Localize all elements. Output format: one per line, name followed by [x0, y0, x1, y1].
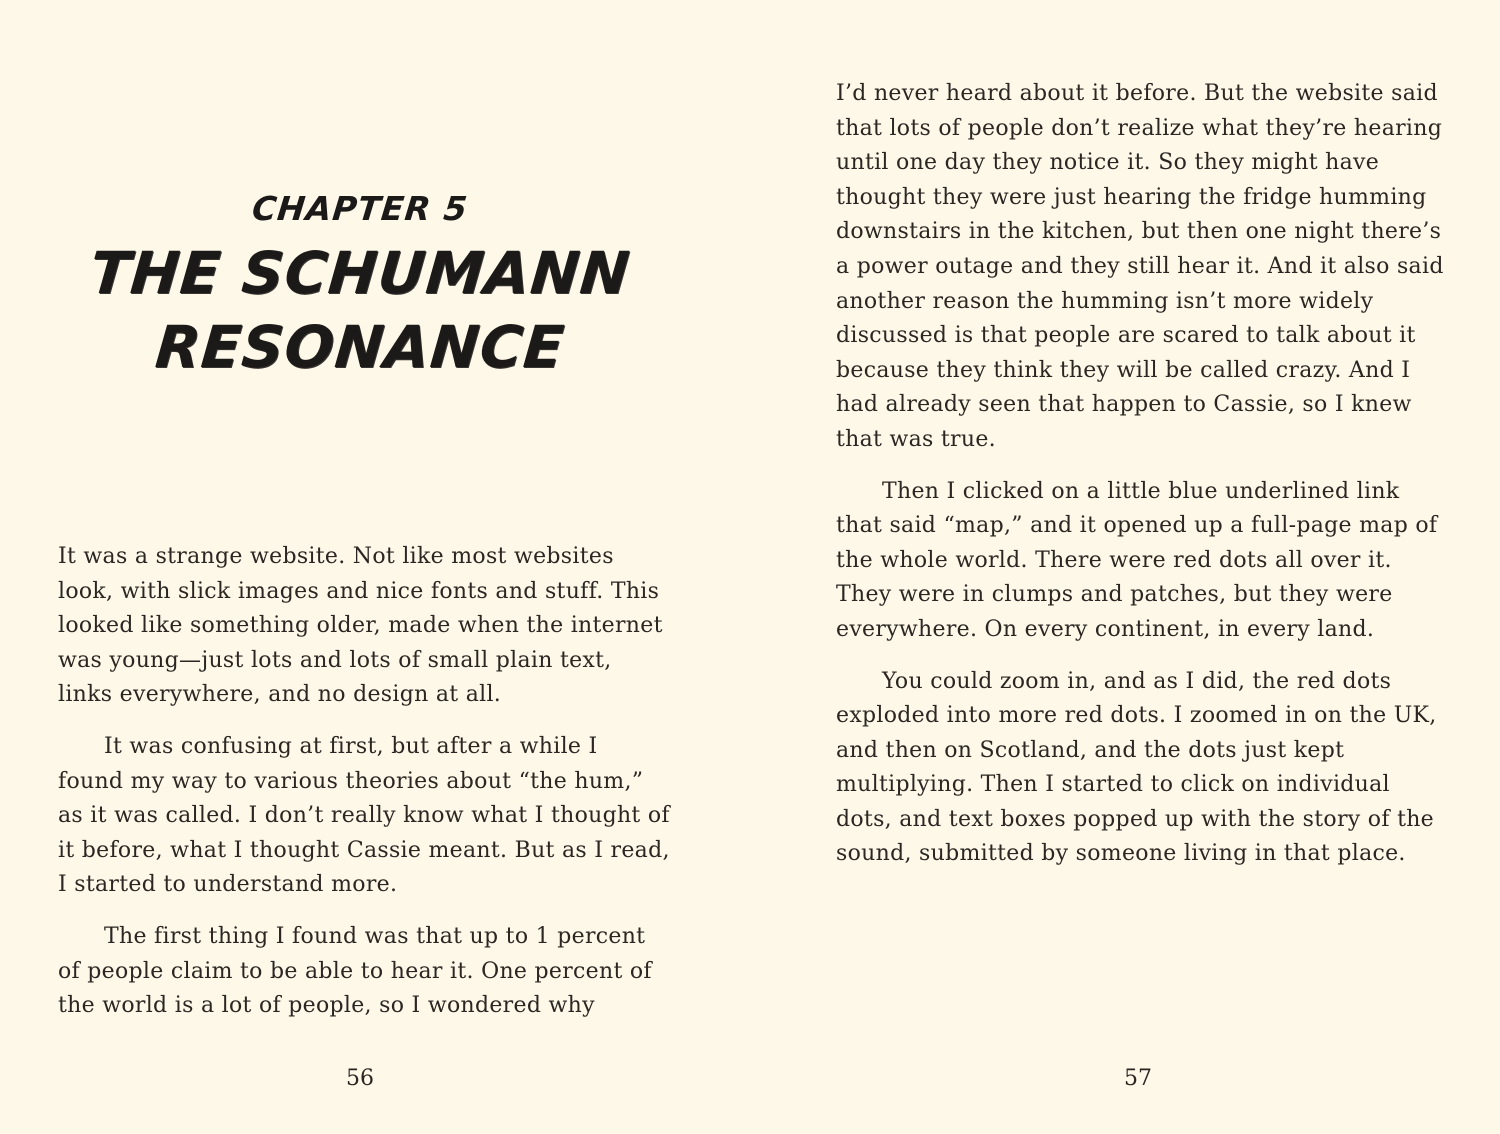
- paragraph: You could zoom in, and as I did, the red dots exploded into more red dots. I zoomed in on the UK, and then on Scotland, and the dots just kept multiplying. Then I started to click on individual dots, and text boxes popped up with the story of the sound, submitted by someone living in that place.: [836, 668, 1437, 867]
- right-body-text: [836, 77, 1446, 889]
- paragraph: The first thing I found was that up to 1 percent of people claim to be able to hear it. One percent of the world is a lot of people, so I wondered why: [58, 923, 652, 1019]
- chapter-title-line: RESONANCE: [152, 313, 568, 381]
- paragraph: It was confusing at first, but after a while I found my way to various theories about “the hum,” as it was called. I don’t really know what I thought of it before, what I thought Cassie meant. But as I read, I started to understand more.: [58, 733, 670, 898]
- paragraph: Then I clicked on a little blue underlined link that said “map,” and it opened up a full-page map of the whole world. There were red dots all over it. They were in clumps and patches, but they were everywhere. On every continent, in every land.: [836, 478, 1438, 642]
- chapter-label: CHAPTER 5: [250, 189, 470, 228]
- chapter-heading: [60, 182, 660, 384]
- paragraph: I’d never heard about it before. But the website said that lots of people don’t realize what they’re hearing until one day they notice it. So they might have thought they were just hearing the fridge humming downstairs in the kitchen, but then one night there’s a power outage and they still hear it. And it also said another reason the humming isn’t more widely discussed is that people are scared to talk about it because they think they will be called crazy. And I had already seen that happen to Cassie, so I knew that was true.: [836, 81, 1444, 452]
- paragraph: It was a strange website. Not like most websites look, with slick images and nice fonts and stuff. This looked like something older, made when the internet was young—just lots and lots of small plain text, links everywhere, and no design at all.: [58, 544, 663, 708]
- page-number: 56: [346, 1066, 374, 1091]
- page-number: 57: [1124, 1066, 1152, 1091]
- left-body-text: [58, 540, 670, 1041]
- right-page: [750, 0, 1500, 1134]
- chapter-title-line: THE SCHUMANN: [87, 239, 633, 307]
